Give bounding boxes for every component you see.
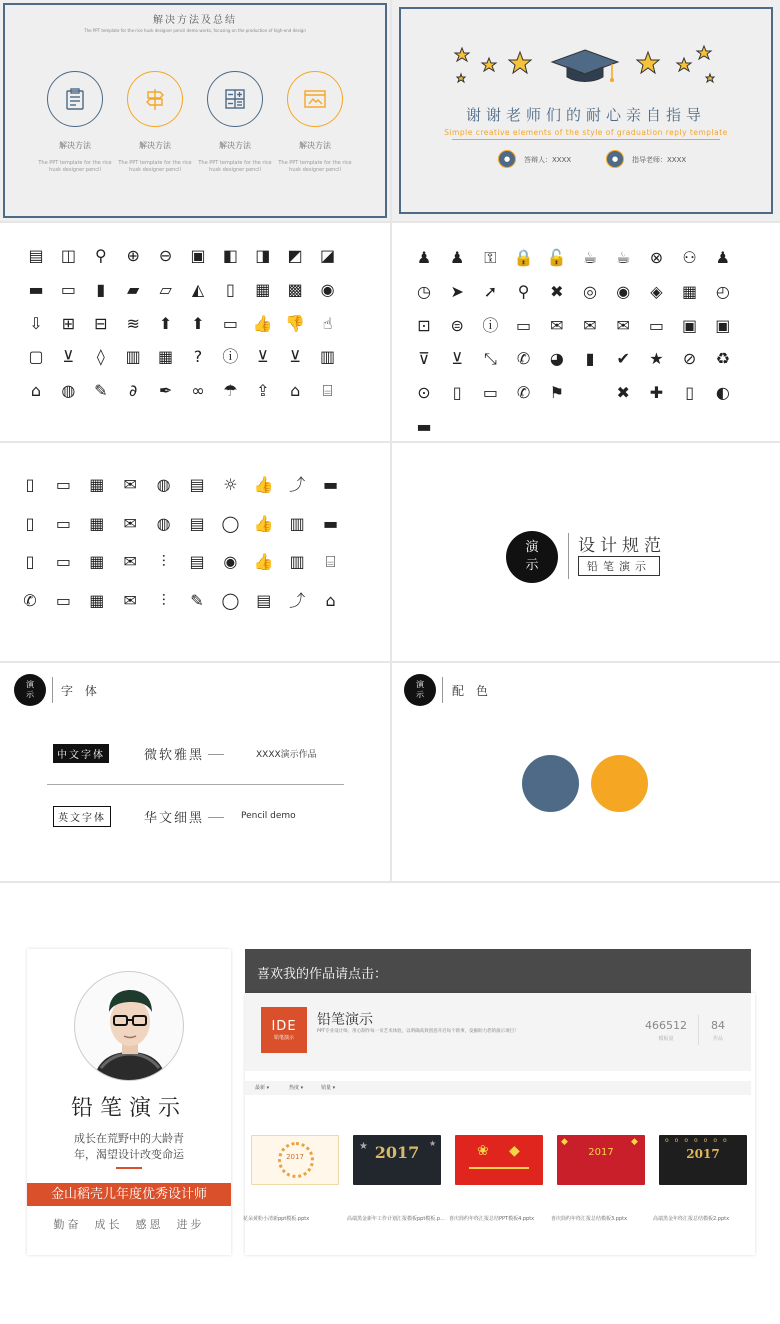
- star-icon: [677, 58, 691, 71]
- slide-design-spec: [392, 443, 780, 661]
- mail-icon: ✉: [550, 315, 564, 335]
- money-bag-icon: ⊜: [450, 315, 464, 335]
- feature-label: 解决方法: [59, 141, 91, 150]
- home-icon: ⌂: [325, 590, 336, 610]
- divider: [442, 677, 443, 703]
- price-tag-icon: ◈: [650, 281, 663, 301]
- thumbs-up-2-icon: 👍: [253, 513, 274, 533]
- star-icon: [697, 46, 711, 59]
- clipboard-icon: ▤: [189, 552, 205, 571]
- mobile-icon: ▯: [685, 383, 694, 403]
- sort-tab-sales[interactable]: 销量 ▾: [321, 1085, 336, 1091]
- glasses-icon: ∞: [191, 381, 205, 401]
- zoom-out-icon: ⊖: [158, 246, 173, 265]
- bulb-3-icon: ◉: [223, 552, 238, 571]
- calendar-3-icon: ▦: [89, 552, 105, 571]
- stat-label: 模板量: [658, 1036, 674, 1042]
- demo-badge: [506, 531, 558, 583]
- tag-icon: ◊: [96, 347, 105, 367]
- briefcase-money-icon: ⊡: [417, 315, 431, 335]
- phone-off-icon: ✆: [516, 349, 531, 369]
- bulb-icon: ◍: [61, 381, 76, 401]
- clipboard-icon: [62, 86, 88, 112]
- star-icon: [706, 74, 714, 82]
- monitor-icon: ▭: [55, 552, 71, 571]
- thumb-year: 2017: [286, 1153, 304, 1161]
- globe-icon: ◎: [583, 281, 597, 301]
- desk-icon: ▭: [482, 383, 498, 403]
- cart-add-icon: ⊻: [256, 347, 269, 367]
- zoom-in-icon: ⊕: [126, 246, 140, 265]
- user-remove-icon: ⊗: [649, 248, 664, 267]
- mail-3-icon: ✉: [123, 552, 137, 571]
- briefcase-icon: ▬: [323, 475, 339, 494]
- mail-icon: ✉: [123, 475, 137, 494]
- dash: [208, 817, 224, 818]
- sort-tab-latest[interactable]: 最新 ▾: [255, 1085, 270, 1091]
- printer-icon: ▬: [416, 417, 432, 436]
- slide-title: 谢谢老师们的耐心亲自指导: [465, 106, 706, 124]
- clip-icon: ∂: [129, 381, 138, 401]
- lantern-icon: ◆: [509, 1143, 520, 1159]
- save-icon: ▩: [287, 279, 303, 299]
- divider: [47, 784, 344, 785]
- cn-font-sample: XXXX演示作品: [256, 750, 317, 760]
- hand-icon: ☝: [322, 313, 333, 333]
- lantern-icon: ◆: [561, 1137, 568, 1147]
- template-caption[interactable]: 高端黑金年终汇报总结模板2.pptx: [653, 1216, 730, 1222]
- laptop-2-icon: ▭: [55, 513, 71, 533]
- slide-title: 设计规范: [578, 536, 666, 556]
- folder-gear-icon: ◭: [191, 279, 205, 299]
- slide-thanks: [392, 0, 780, 221]
- profile-name: 铅笔演示: [70, 1096, 187, 1121]
- badge-text-bottom: 示: [26, 690, 34, 699]
- slide-title: 解决方法及总结: [153, 15, 237, 26]
- chat-icon: ▭: [222, 313, 238, 333]
- shop-header[interactable]: [245, 993, 751, 1071]
- unlock-icon: 🔓: [546, 248, 567, 267]
- resize-icon: ⤡: [483, 349, 497, 369]
- key-icon: ⚿: [484, 248, 497, 267]
- browser-window-icon-circle: [287, 71, 343, 127]
- laptop-icon: ▭: [55, 475, 71, 494]
- file-edit-icon: ◩: [287, 246, 303, 265]
- books-icon: ▥: [320, 347, 336, 367]
- feature-label: 解决方法: [139, 141, 171, 150]
- feature-desc: The PPT template for the rice husk designer pencil: [198, 160, 272, 173]
- rss-icon: ≋: [126, 313, 140, 333]
- badge-text-top: 演: [525, 540, 539, 555]
- clock-icon: ◷: [417, 281, 431, 301]
- volume-icon: ◐: [715, 383, 730, 403]
- mug-icon: ☕: [582, 248, 598, 267]
- signpost-icon-circle: [127, 71, 183, 127]
- avatar-illustration: [75, 972, 184, 1081]
- calendar-2-icon: ▦: [89, 513, 105, 533]
- flag-icon: ⚑: [549, 383, 564, 403]
- bank-icon: ⌸: [322, 381, 333, 401]
- template-caption[interactable]: 花朵黄粉小清新ppt模板.pptx: [243, 1216, 310, 1222]
- motto-line: 成长在荒野中的大龄青: [74, 1132, 184, 1145]
- flower-icon: ❀: [477, 1143, 489, 1159]
- template-thumbnail[interactable]: [455, 1135, 543, 1185]
- file-settings-icon: ◨: [255, 246, 271, 265]
- badge-text-top: 演: [416, 680, 424, 689]
- thumbs-up-icon: 👍: [252, 313, 273, 333]
- feature-desc: The PPT template for the rice husk designer pencil: [118, 160, 192, 173]
- navigate-icon: ➤: [450, 281, 464, 301]
- energy-bulb-icon: ▤: [256, 590, 272, 610]
- clipboard-icon-circle: [47, 71, 103, 127]
- calendar-icon: ▦: [682, 281, 698, 301]
- mail-open-icon: ✉: [123, 590, 137, 610]
- star-icon: ★: [429, 1139, 437, 1148]
- check-icon: ✔: [616, 349, 630, 369]
- star-icon: [637, 52, 659, 73]
- case-e-icon: ▣: [715, 315, 731, 335]
- store-banner: [245, 949, 751, 993]
- book-icon: ▯: [225, 279, 235, 299]
- badge-text-bottom: 示: [525, 558, 539, 573]
- mail-2-icon: ✉: [123, 513, 137, 533]
- thumb-year: 2017: [374, 1143, 420, 1162]
- slide-icon-set-1: [0, 223, 390, 441]
- divider: [452, 139, 720, 140]
- title-bar: [469, 1167, 529, 1169]
- stat-label: 作品: [712, 1036, 723, 1042]
- credit-card-icon: ▭: [516, 315, 532, 335]
- motto-line: 年，渴望设计改变命运: [74, 1148, 184, 1161]
- divider: [698, 1015, 699, 1045]
- monitor-2-icon: ▭: [55, 590, 71, 610]
- hierarchy-icon: ⊞: [61, 313, 76, 333]
- thumb-year: 2017: [686, 1147, 720, 1161]
- template-thumbnail[interactable]: [557, 1135, 645, 1185]
- download-box-icon: ⊻: [451, 349, 464, 369]
- case-icon: ▬: [323, 513, 339, 533]
- chats-icon: ◍: [156, 513, 171, 533]
- sliders-2-icon: ⫶: [161, 590, 166, 610]
- en-font-name: 华文细黑: [144, 811, 205, 826]
- respondent-label: 答辩人：XXXX: [524, 156, 572, 164]
- download-icon: ⇩: [29, 313, 43, 333]
- slide-icon-set-3: [0, 443, 390, 661]
- arrow-up-bold-icon: ⬆: [191, 313, 205, 333]
- template-thumbnail[interactable]: [353, 1135, 441, 1185]
- stars-graduation-cap-decoration: [452, 40, 722, 90]
- bar-chart-icon: ▥: [289, 513, 305, 533]
- template-thumbnail[interactable]: [659, 1135, 747, 1185]
- en-font-label: 英文字体: [53, 806, 111, 827]
- calculator-icon: [222, 86, 248, 112]
- divider: [52, 677, 53, 703]
- umbrella-icon: ☂: [223, 381, 238, 401]
- bug-icon: ✖: [550, 281, 564, 301]
- recycle-icon: ♻: [715, 349, 730, 369]
- block-icon: ⊘: [682, 349, 697, 369]
- divider: [568, 533, 569, 579]
- search-icon: ⚲: [94, 246, 107, 265]
- arrow-up-icon: ⬆: [158, 313, 173, 333]
- bulb-4-icon: ◯: [221, 590, 240, 610]
- color-swatch-blue: [522, 755, 579, 812]
- cart-icon: ⊻: [62, 347, 75, 367]
- feature-label: 解决方法: [299, 141, 331, 150]
- briefcase-icon: ▬: [28, 279, 44, 299]
- mouse-icon: ⊙: [417, 383, 431, 403]
- template-caption[interactable]: 高端黑金新年工作计划汇报模板ppt模板.p...: [347, 1216, 445, 1222]
- trash-icon: ▥: [125, 347, 141, 367]
- grid-icon: ▦: [255, 279, 271, 299]
- shop-logo: [261, 1007, 307, 1053]
- cart-full-icon: ⊻: [289, 347, 302, 367]
- mail-open-2-icon: ✉: [616, 315, 630, 335]
- bulb-icon: ☼: [223, 475, 238, 494]
- users-icon: ⚇: [682, 248, 697, 267]
- calendar-icon: ▦: [89, 475, 105, 494]
- calculator-icon-circle: [207, 71, 263, 127]
- stat-value: 84: [711, 1019, 725, 1032]
- tablet-icon: ▯: [25, 552, 35, 571]
- toolbox-icon: ▮: [96, 279, 106, 299]
- avatar: [74, 971, 184, 1081]
- section-heading: 字 体: [61, 684, 101, 698]
- clock-2-icon: ◴: [715, 281, 730, 301]
- mug-2-icon: ☕: [616, 248, 631, 267]
- logo-subtext: 铅笔演示: [273, 1035, 294, 1041]
- bulb-2-icon: ◯: [221, 513, 240, 533]
- badge-text-top: 演: [26, 680, 34, 689]
- slide-colors: [392, 663, 780, 881]
- pointer-down-icon: ⊽: [418, 349, 430, 369]
- shop-name: 铅笔演示: [317, 1012, 373, 1028]
- close-icon: ✖: [616, 383, 630, 403]
- color-swatch-orange: [591, 755, 648, 812]
- disc-icon: ◉: [320, 279, 335, 299]
- feature-desc: The PPT template for the rice husk designer pencil: [38, 160, 112, 173]
- teacher-icon: ●: [606, 150, 624, 168]
- accent-line: [116, 1167, 142, 1169]
- edit-icon: ✎: [190, 590, 204, 610]
- sort-tab-popular[interactable]: 热度 ▾: [289, 1085, 304, 1091]
- profile-card: [27, 949, 231, 1255]
- section-heading: 配 色: [452, 684, 492, 698]
- demo-badge: [404, 674, 436, 706]
- case-icon: ▭: [60, 279, 76, 299]
- profile-motto: [27, 1131, 231, 1163]
- star-icon: ★: [359, 1141, 368, 1152]
- slide-solutions: [0, 0, 390, 221]
- store-page: [245, 993, 755, 1255]
- chart-up-icon: ⤴: [289, 590, 306, 610]
- phone-icon: ✆: [516, 383, 531, 403]
- graduation-cap-icon: [552, 50, 618, 82]
- file-icon: ▤: [189, 513, 205, 533]
- profile-values: 勤奋 成长 感恩 进步: [53, 1218, 205, 1231]
- sale-tag-icon: ▢: [28, 347, 44, 367]
- cursor-icon: ➚: [483, 281, 498, 301]
- plus-icon: ✚: [649, 383, 664, 403]
- lights-decoration: ooooooo: [665, 1137, 733, 1144]
- help-icon: ?: [193, 347, 203, 367]
- devices-icon: ▯: [25, 513, 35, 533]
- document-icon: ▤: [28, 246, 44, 265]
- star-icon: ★: [649, 349, 664, 369]
- chat-icon: ◍: [156, 475, 171, 494]
- stat-value: 466512: [645, 1019, 687, 1032]
- demo-badge: [14, 674, 46, 706]
- user-icon: ●: [498, 150, 516, 168]
- mobile-icon: ▯: [25, 475, 35, 494]
- file-minus-icon: ◪: [320, 246, 336, 265]
- slide-subtitle: The PPT template for the rice husk designer pencil demo works, focusing on the production of high-end design: [84, 28, 306, 33]
- folder-icon: ▰: [127, 279, 140, 299]
- calculator-icon: ▯: [452, 383, 462, 403]
- slide-subtitle: Simple creative elements of the style of graduation reply template: [444, 128, 728, 137]
- dash: [208, 754, 224, 755]
- thumb-year: 2017: [588, 1147, 614, 1158]
- thumbs-up-icon: 👍: [253, 475, 274, 494]
- en-font-sample: Pencil demo: [241, 811, 296, 821]
- cn-font-label: 中文字体: [53, 744, 109, 763]
- mail-open-icon: ✉: [583, 315, 597, 335]
- slide-fonts: [0, 663, 390, 881]
- signpost-icon: [142, 86, 168, 112]
- mic-icon: ⚲: [517, 281, 530, 301]
- star-icon: [482, 58, 496, 71]
- network-icon: ⊟: [94, 313, 108, 333]
- slide-subtitle: 铅笔演示: [578, 556, 660, 576]
- home-icon: ⌂: [30, 381, 42, 401]
- calendar-4-icon: ▦: [89, 590, 105, 610]
- file-search-icon: ◧: [222, 246, 238, 265]
- pencil-icon: ✎: [94, 381, 108, 401]
- cn-font-name: 微软雅黑: [144, 748, 205, 763]
- lock-icon: 🔒: [513, 248, 534, 267]
- sliders-icon: ⫶: [161, 552, 166, 571]
- target-icon: ◉: [616, 281, 631, 301]
- shop-description: PPT专业设计师，用心制作每一页艺术体验，以明确高效创意开启每个新事，发掘助力您的演示项目！: [317, 1029, 519, 1034]
- browser-window-icon: [302, 86, 328, 112]
- bar-chart-2-icon: ▥: [289, 552, 305, 571]
- phone-icon: ✆: [23, 590, 37, 610]
- folder-search-icon: ▣: [190, 246, 206, 265]
- line-chart-icon: ⤴: [289, 475, 306, 494]
- coin-icon: ⓘ: [482, 315, 499, 335]
- store-banner-text: 喜欢我的作品请点击：: [257, 967, 388, 982]
- bank-icon: ⌸: [325, 552, 336, 571]
- sort-bar: [245, 1081, 751, 1095]
- designer-profile-slide: [0, 883, 780, 1324]
- thumbs-up-3-icon: 👍: [253, 552, 274, 571]
- template-thumbnail[interactable]: [251, 1135, 339, 1185]
- star-icon: [455, 48, 469, 61]
- user-2-icon: ♟: [715, 248, 730, 267]
- folder-open-icon: ▱: [159, 279, 172, 299]
- thumbs-down-icon: 👎: [285, 313, 306, 333]
- star-icon: [457, 74, 465, 82]
- slide-icon-set-2: [392, 223, 780, 441]
- template-caption[interactable]: 喜庆简约年终汇报总结PPT模板4.pptx: [449, 1216, 535, 1222]
- bar-chart-icon: ▮: [585, 349, 595, 369]
- printer-icon: ▤: [189, 475, 205, 494]
- case-1-icon: ▣: [682, 315, 698, 335]
- home-fill-icon: ⌂: [290, 381, 301, 401]
- advisor-label: 指导老师：XXXX: [632, 156, 687, 164]
- badge-text-bottom: 示: [416, 690, 424, 699]
- info-icon: ⓘ: [222, 347, 239, 367]
- user-icon: ♟: [416, 248, 432, 267]
- feature-desc: The PPT template for the rice husk designer pencil: [278, 160, 352, 173]
- award-banner: 金山稻壳儿年度优秀设计师: [27, 1183, 231, 1206]
- logo-text: IDE: [271, 1019, 297, 1034]
- id-card-icon: ▭: [648, 315, 664, 335]
- card-icon: ◫: [60, 246, 76, 265]
- lantern-icon: ◆: [631, 1137, 638, 1147]
- pie-icon: ◕: [549, 349, 564, 369]
- template-caption[interactable]: 喜庆简约年终汇报总结模板3.pptx: [551, 1216, 628, 1222]
- user-tie-icon: ♟: [450, 248, 465, 267]
- feature-label: 解决方法: [219, 141, 251, 150]
- house-up-icon: ⇪: [256, 381, 270, 401]
- pen-icon: ✒: [158, 381, 173, 401]
- star-icon: [509, 52, 531, 73]
- beer-icon: ▦: [158, 347, 174, 367]
